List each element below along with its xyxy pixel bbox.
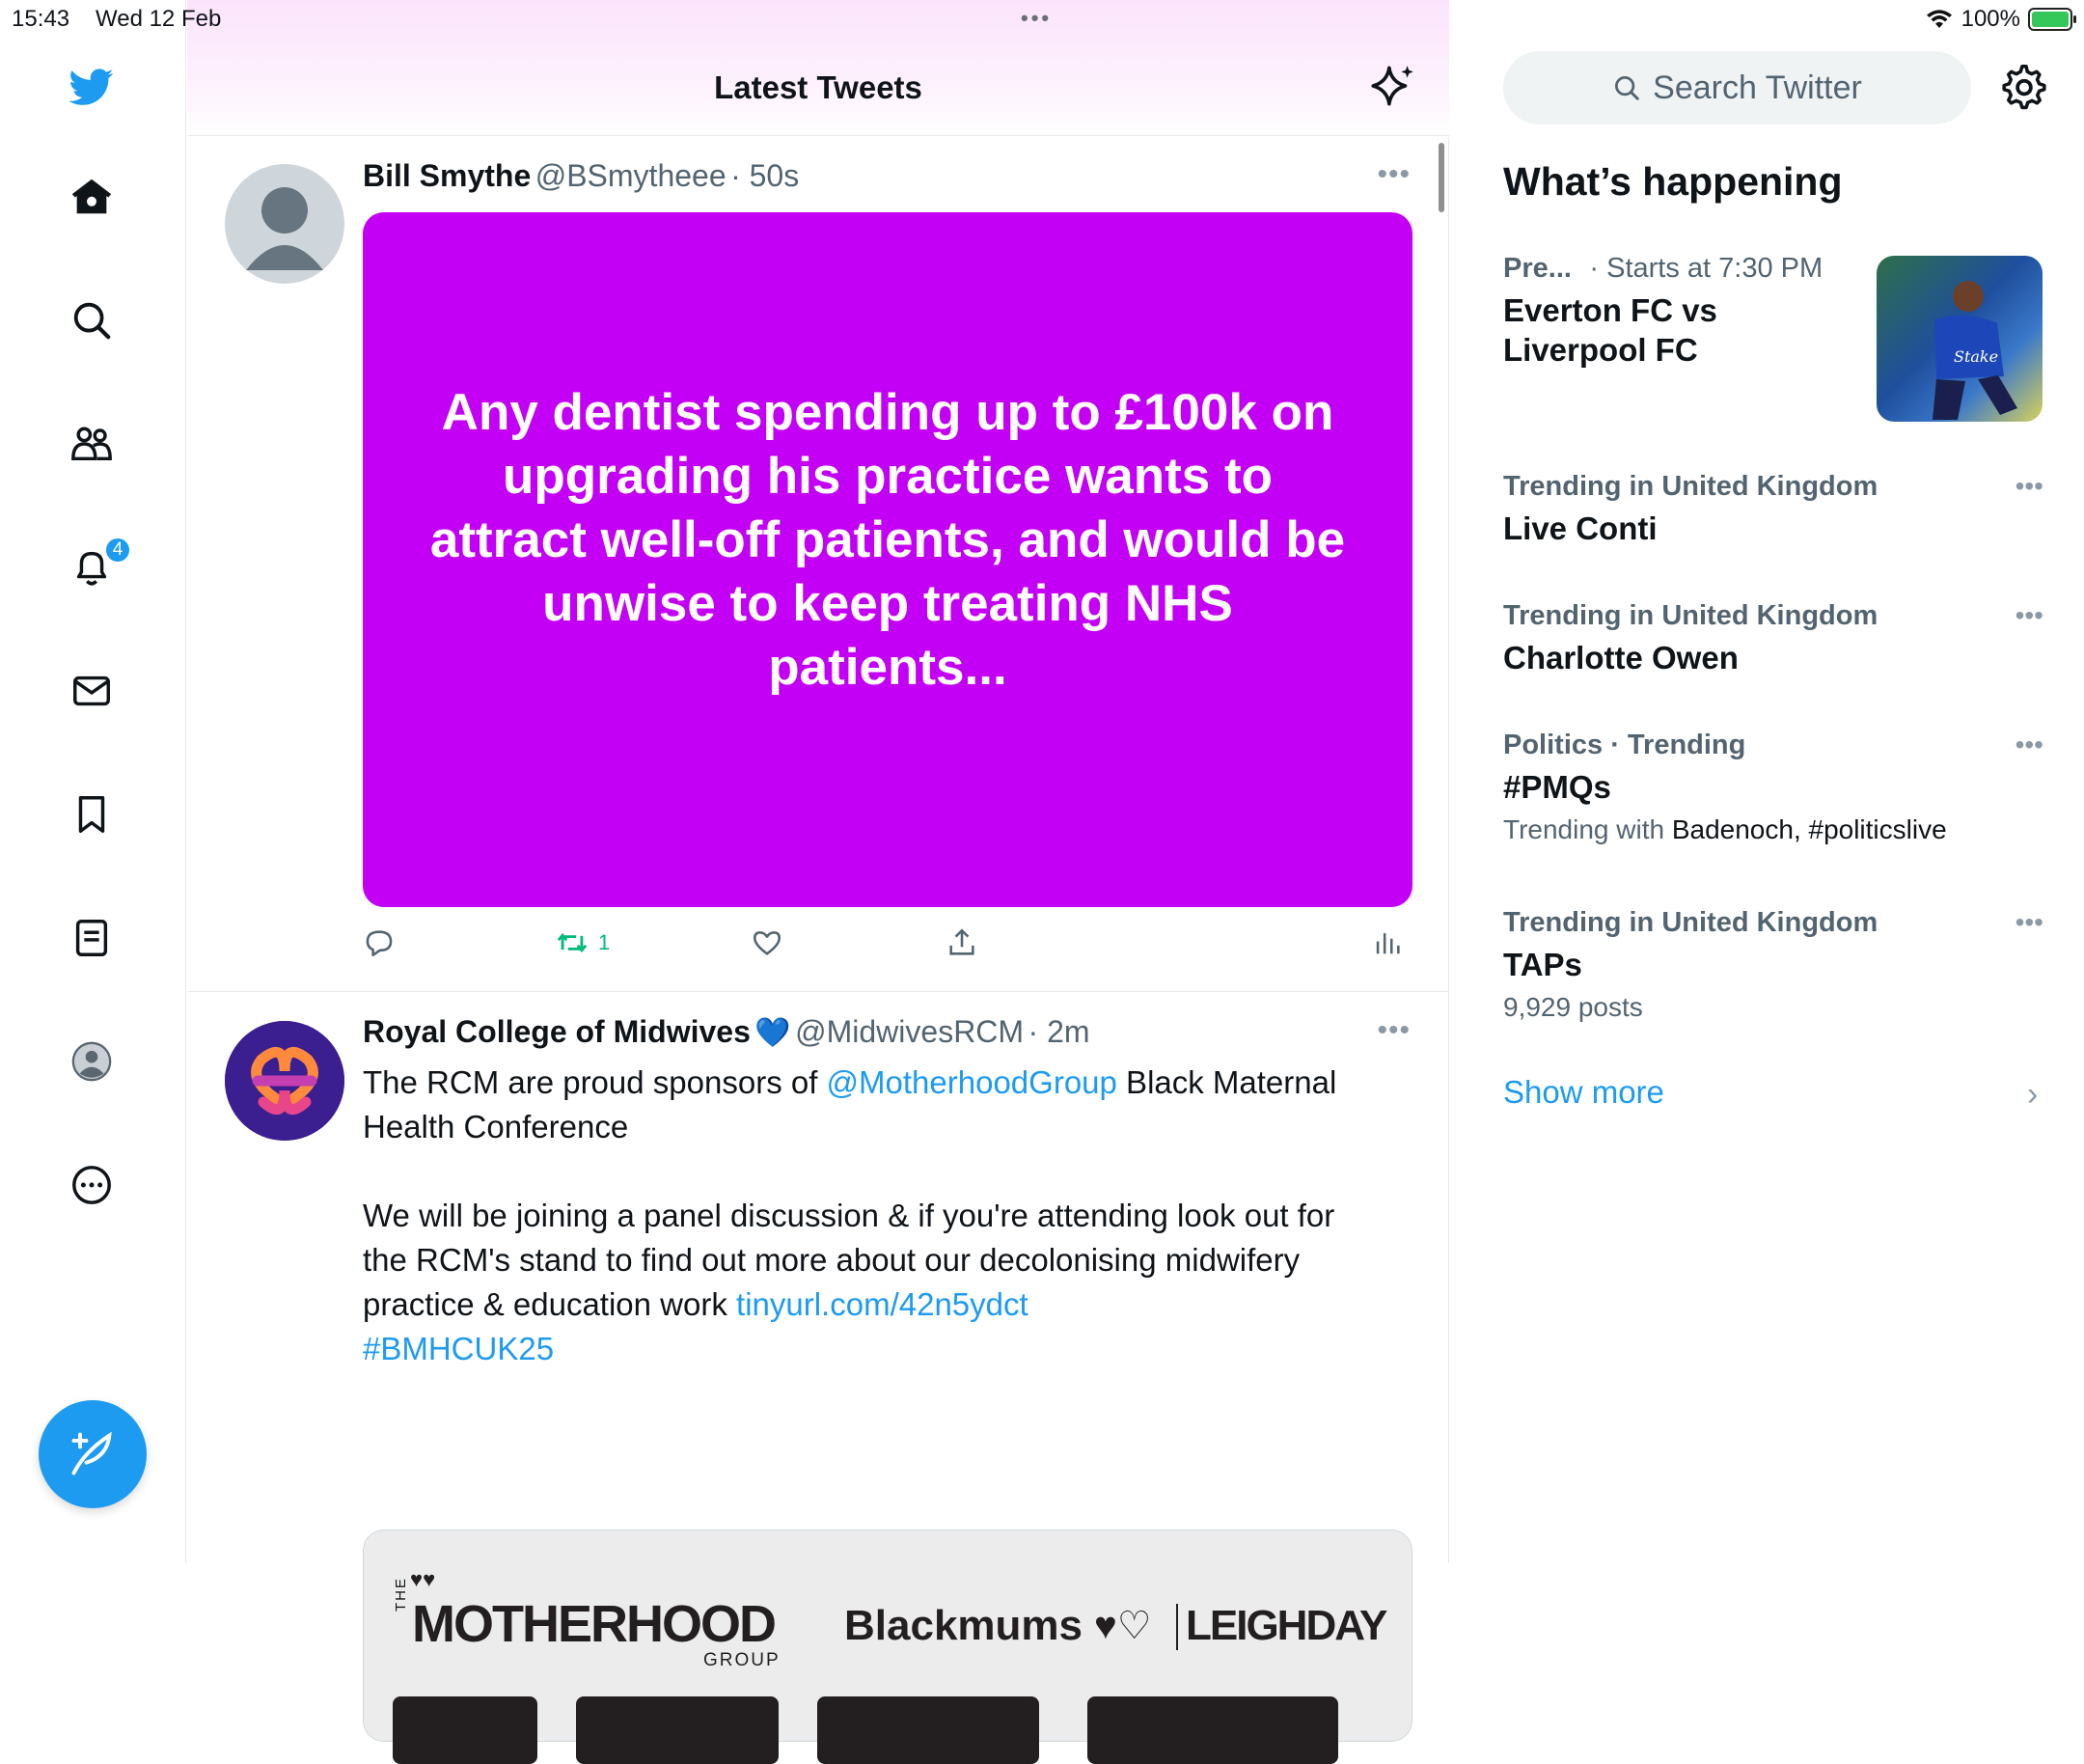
timeline[interactable] xyxy=(187,137,1449,1670)
chevron-right-icon[interactable]: › xyxy=(2027,1076,2039,1113)
trend-title: Charlotte Owen xyxy=(1503,640,1739,675)
event-item[interactable] xyxy=(1503,253,2043,425)
event-category: Pre... xyxy=(1503,253,1572,284)
retweet-count: 1 xyxy=(598,930,611,954)
card-brand-motherhood: MOTHERHOOD xyxy=(412,1595,775,1653)
author-handle[interactable]: @MidwivesRCM xyxy=(795,1014,1025,1049)
tweet-actions xyxy=(363,926,1412,965)
avatar[interactable] xyxy=(225,1021,344,1141)
trend-post-count: 9,929 posts xyxy=(1503,992,1643,1022)
trend-item[interactable] xyxy=(1503,907,2043,1023)
event-thumbnail xyxy=(1877,256,2043,422)
author-name[interactable]: Royal College of Midwives xyxy=(363,1014,751,1049)
analytics-button[interactable] xyxy=(1371,926,1404,959)
author-name[interactable]: Bill Smythe xyxy=(363,158,532,193)
trend-title: Live Conti xyxy=(1503,510,1658,546)
tweet-header xyxy=(363,1014,1090,1050)
status-time: 15:43 xyxy=(12,6,70,32)
hearts-logo-icon: ♥♡ xyxy=(1094,1605,1152,1647)
like-button[interactable] xyxy=(751,926,783,959)
tweet-text-line: Health Conference xyxy=(363,1109,629,1144)
event-time: · Starts at 7:30 PM xyxy=(1589,253,1824,284)
trend-meta: Politics · Trending xyxy=(1503,730,1746,760)
card-divider xyxy=(1176,1604,1178,1650)
tweet-more-icon[interactable]: ••• xyxy=(1377,1014,1411,1046)
trend-title: TAPs xyxy=(1503,947,1582,982)
battery-icon xyxy=(2028,8,2072,31)
hashtag-link[interactable]: #BMHCUK25 xyxy=(363,1331,555,1366)
card-brand-sub: GROUP xyxy=(703,1650,781,1670)
multitasking-dots-icon[interactable]: ••• xyxy=(1021,6,1053,30)
tweet[interactable] xyxy=(187,137,1449,992)
bookmarks-icon[interactable] xyxy=(65,787,119,841)
show-more-link[interactable]: Show more xyxy=(1503,1074,1664,1110)
tweet-image-text: Any dentist spending up to £100k on upgrading his practice wants to attract well-off patients, and would be unwise to keep treating NHS patients... xyxy=(429,384,1346,696)
tweet-time[interactable]: · 2m xyxy=(1028,1014,1090,1049)
card-brand-prefix: THE xyxy=(393,1577,409,1612)
url-link[interactable]: tinyurl.com/42n5ydct xyxy=(736,1286,1028,1322)
search-input[interactable] xyxy=(1503,51,1971,124)
more-options-icon[interactable] xyxy=(65,1158,119,1212)
heart-icon xyxy=(751,926,783,959)
hearts-icon: ♥♥ xyxy=(410,1567,436,1591)
notifications-badge: 4 xyxy=(104,537,131,564)
retweet-button[interactable] xyxy=(556,926,610,959)
trend-more-icon[interactable]: ••• xyxy=(2015,730,2043,759)
tweet-text-line: We will be joining a panel discussion & if you're attending look out for xyxy=(363,1198,1335,1233)
search-icon[interactable] xyxy=(65,293,119,347)
card-brand-leighday: LEIGHDAY xyxy=(1186,1602,1386,1649)
lists-icon[interactable] xyxy=(65,911,119,965)
trend-meta: Trending in United Kingdom xyxy=(1503,471,1878,502)
analytics-icon xyxy=(1371,926,1404,959)
trend-more-icon[interactable]: ••• xyxy=(2015,907,2043,937)
retweet-icon xyxy=(556,926,589,959)
tweet-text-part: practice & education work xyxy=(363,1286,737,1322)
card-partial-heading xyxy=(393,1679,1357,1756)
settings-gear-icon[interactable] xyxy=(2000,64,2048,112)
trend-item[interactable] xyxy=(1503,471,2043,548)
tweet-header xyxy=(363,158,799,194)
reply-icon xyxy=(363,926,396,959)
home-icon[interactable] xyxy=(65,170,119,224)
communities-icon[interactable] xyxy=(65,417,119,471)
profile-avatar-icon[interactable] xyxy=(65,1034,119,1089)
tweet-time[interactable]: · 50s xyxy=(730,158,800,193)
card-brand-blackmums: Blackmums xyxy=(844,1602,1083,1649)
share-icon xyxy=(946,926,978,959)
page-title: Latest Tweets xyxy=(714,69,922,105)
trend-meta: Trending in United Kingdom xyxy=(1503,907,1878,938)
tweet-more-icon[interactable]: ••• xyxy=(1377,158,1411,190)
mention-link[interactable]: @MotherhoodGroup xyxy=(826,1064,1117,1100)
tweet-image-card[interactable] xyxy=(363,1530,1412,1742)
compose-feather-icon xyxy=(68,1429,118,1479)
trend-item[interactable] xyxy=(1503,730,2043,845)
trend-more-icon[interactable]: ••• xyxy=(2015,600,2043,630)
event-title-line: Everton FC vs xyxy=(1503,292,1717,328)
wifi-icon xyxy=(1925,9,1954,30)
trend-title: #PMQs xyxy=(1503,769,1611,805)
event-title-line: Liverpool FC xyxy=(1503,332,1698,368)
tweet-text-part: The RCM are proud sponsors of xyxy=(363,1064,827,1100)
trend-sub-label: Trending with xyxy=(1503,814,1672,844)
author-handle[interactable]: @BSmytheee xyxy=(535,158,727,193)
battery-percent: 100% xyxy=(1961,6,2020,32)
reply-button[interactable] xyxy=(363,926,396,959)
twitter-logo-icon[interactable] xyxy=(65,60,119,114)
verified-heart-emoji: 💙 xyxy=(754,1017,791,1049)
svg-text:Stake: Stake xyxy=(1954,347,1999,366)
trend-meta: Trending in United Kingdom xyxy=(1503,600,1878,631)
left-navigation xyxy=(0,0,186,1563)
search-icon xyxy=(1612,73,1641,102)
status-right xyxy=(1925,6,2072,33)
compose-tweet-button[interactable] xyxy=(39,1400,147,1508)
whats-happening-title: What’s happening xyxy=(1503,159,1843,204)
trend-sub-terms: Badenoch, #politicslive xyxy=(1671,814,1947,844)
status-bar xyxy=(0,0,2084,39)
tweet-text-part: Black Maternal xyxy=(1116,1064,1337,1100)
sparkle-icon[interactable] xyxy=(1369,62,1417,110)
status-date: Wed 12 Feb xyxy=(96,6,222,32)
search-placeholder: Search Twitter xyxy=(1653,69,1862,106)
trend-item[interactable] xyxy=(1503,600,2043,677)
trend-more-icon[interactable]: ••• xyxy=(2015,471,2043,501)
share-button[interactable] xyxy=(946,926,978,959)
avatar[interactable] xyxy=(225,164,344,284)
tweet[interactable] xyxy=(187,993,1449,1670)
messages-icon[interactable] xyxy=(65,664,119,718)
right-sidebar xyxy=(1450,0,2084,1563)
tweet-text xyxy=(363,1061,1395,1371)
tweet-image[interactable] xyxy=(363,212,1412,907)
tweet-text-line: the RCM's stand to find out more about our decolonising midwifery xyxy=(363,1242,1301,1278)
